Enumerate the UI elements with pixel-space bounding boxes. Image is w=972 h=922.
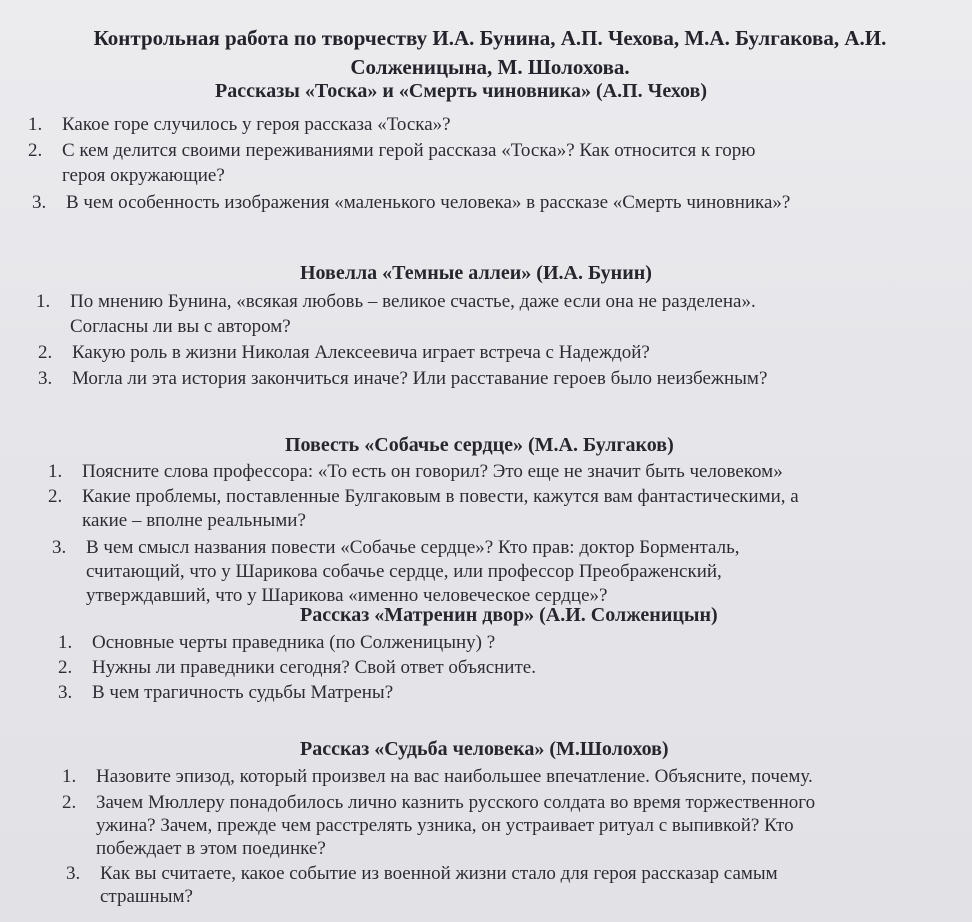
list-item: 2. Нужны ли праведники сегодня? Свой ответ объясните. — [58, 657, 536, 678]
section-title-solzhenitsyn: Рассказ «Матренин двор» (А.И. Солженицын) — [300, 604, 718, 626]
list-item: 1. Какое горе случилось у героя рассказа «Тоска»? — [28, 114, 451, 135]
list-item: 2. С кем делится своими переживаниями герой рассказа «Тоска»? Как относится к горю — [28, 140, 756, 161]
list-item-continuation: страшным? — [100, 886, 193, 907]
list-item-continuation: побеждает в этом поединке? — [96, 838, 326, 859]
list-item-continuation: героя окружающие? — [62, 165, 225, 186]
list-item: 1. По мнению Бунина, «всякая любовь – великое счастье, даже если она не разделена». — [36, 291, 756, 312]
section-title-bulgakov: Повесть «Собачье сердце» (М.А. Булгаков) — [285, 434, 674, 456]
list-item: 3. В чем особенность изображения «маленького человека» в рассказе «Смерть чиновника»? — [32, 192, 791, 213]
section-title-chekhov: Рассказы «Тоска» и «Смерть чиновника» (А.П. Чехов) — [215, 80, 708, 102]
document-title-line-2: Солженицына, М. Шолохова. — [350, 55, 630, 79]
list-item: 2. Зачем Мюллеру понадобилось лично казнить русского солдата во время торжественного — [62, 792, 816, 813]
list-item-continuation: какие – вполне реальными? — [82, 510, 306, 531]
document-title-line-1: Контрольная работа по творчеству И.А. Бунина, А.П. Чехова, М.А. Булгакова, А.И. — [93, 26, 887, 50]
list-item-continuation: Согласны ли вы с автором? — [70, 316, 291, 337]
list-item: 3. Как вы считаете, какое событие из военной жизни стало для героя рассказар самым — [66, 863, 778, 884]
list-item-continuation: ужина? Зачем, прежде чем расстрелять узника, он устраивает ритуал с выпивкой? Кто — [96, 815, 794, 836]
list-item: 1. Поясните слова профессора: «То есть он говорил? Это еще не значит быть человеком» — [48, 461, 783, 482]
list-item-continuation: считающий, что у Шарикова собачье сердце, или профессор Преображенский, — [86, 561, 722, 582]
list-item: 3. В чем смысл названия повести «Собачье сердце»? Кто прав: доктор Борменталь, — [52, 537, 740, 558]
list-item: 1. Назовите эпизод, который произвел на вас наибольшее впечатление. Объясните, почему. — [62, 766, 813, 787]
section-title-sholokhov: Рассказ «Судьба человека» (М.Шолохов) — [300, 738, 669, 760]
list-item: 3. В чем трагичность судьбы Матрены? — [58, 682, 394, 703]
list-item: 3. Могла ли эта история закончиться иначе? Или расставание героев было неизбежным? — [38, 368, 768, 389]
list-item: 2. Какие проблемы, поставленные Булгаковым в повести, кажутся вам фантастическими, а — [48, 486, 799, 507]
list-item: 2. Какую роль в жизни Николая Алексеевича играет встреча с Надеждой? — [38, 342, 650, 363]
list-item-continuation: утверждавший, что у Шарикова «именно человеческое сердце»? — [86, 585, 608, 606]
list-item: 1. Основные черты праведника (по Солженицыну) ? — [58, 632, 496, 653]
section-title-bunin: Новелла «Темные аллеи» (И.А. Бунин) — [300, 262, 652, 284]
